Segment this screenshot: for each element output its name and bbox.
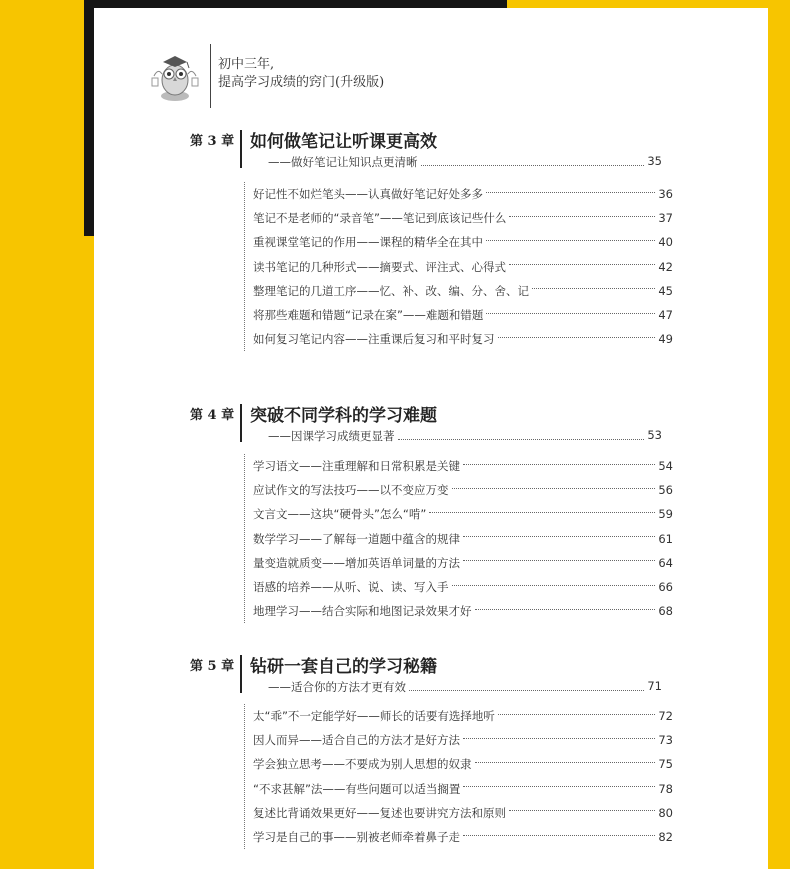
toc-label: 读书笔记的几种形式——摘要式、评注式、心得式: [253, 259, 506, 274]
chapter-number: 第 4 章: [190, 408, 235, 423]
toc-entry[interactable]: [253, 752, 673, 776]
leader-dots: [398, 428, 645, 440]
chapter-number: 第 3 章: [190, 134, 235, 149]
leader-dots: [509, 810, 655, 811]
leader-dots: [463, 560, 655, 561]
chapter-subtitle: ——适合你的方法才更有效: [268, 680, 406, 694]
toc-entry[interactable]: [253, 599, 673, 623]
chapter-subtitle: ——做好笔记让知识点更清晰: [268, 155, 418, 169]
toc-label: 将那些难题和错题“记录在案”——难题和错题: [253, 308, 484, 323]
toc-page: 80: [658, 805, 673, 820]
leader-dots: [452, 488, 656, 489]
toc-label: 整理笔记的几道工序——忆、补、改、编、分、舍、记: [253, 283, 529, 298]
leader-dots: [463, 738, 655, 739]
toc-label: 语感的培养——从听、说、读、写入手: [253, 580, 449, 595]
toc-label: 文言文——这块“硬骨头”怎么“啃”: [253, 507, 427, 522]
toc-page: 37: [658, 211, 673, 226]
toc-label: 如何复习笔记内容——注重课后复习和平时复习: [253, 332, 495, 347]
chapter-3-toc: [244, 182, 673, 351]
toc-page: 61: [658, 531, 673, 546]
leader-dots: [486, 313, 655, 314]
toc-page: 59: [658, 507, 673, 522]
chapter-subtitle-page: 35: [647, 154, 662, 168]
toc-entry[interactable]: [253, 777, 673, 801]
toc-label: 学习语文——注重理解和日常积累是关键: [253, 459, 460, 474]
left-black-band: [84, 0, 94, 236]
chapter-subtitle: ——因课学习成绩更显著: [268, 429, 395, 443]
toc-label: 学会独立思考——不要成为别人思想的奴隶: [253, 757, 472, 772]
toc-page: 42: [658, 259, 673, 274]
top-black-band: [84, 0, 507, 8]
leader-dots: [498, 714, 655, 715]
leader-dots: [498, 337, 656, 338]
header-divider: [210, 44, 211, 108]
toc-page: 45: [658, 283, 673, 298]
toc-entry[interactable]: [253, 454, 673, 478]
leader-dots: [486, 192, 655, 193]
leader-dots: [452, 585, 656, 586]
leader-dots: [532, 288, 655, 289]
chapter-title: 钻研一套自己的学习秘籍: [250, 657, 437, 677]
leader-dots: [475, 762, 656, 763]
leader-dots: [429, 512, 655, 513]
leader-dots: [475, 609, 656, 610]
chapter-subtitle-row[interactable]: [268, 679, 662, 695]
chapter-title: 突破不同学科的学习难题: [250, 406, 437, 426]
owl-mascot-icon: [146, 46, 204, 106]
toc-label: 因人而异——适合自己的方法才是好方法: [253, 733, 460, 748]
chapter-bar: [240, 655, 242, 693]
toc-page: 75: [658, 757, 673, 772]
header-line-2: 提高学习成绩的窍门(升级版): [218, 75, 385, 90]
toc-label: 量变造就质变——增加英语单词量的方法: [253, 555, 460, 570]
toc-entry[interactable]: [253, 704, 673, 728]
chapter-bar: [240, 130, 242, 168]
top-right-yellow: [694, 0, 790, 8]
chapter-bar: [240, 404, 242, 442]
toc-label: 数学学习——了解每一道题中蕴含的规律: [253, 531, 460, 546]
toc-entry[interactable]: [253, 825, 673, 849]
chapter-subtitle-row[interactable]: [268, 154, 662, 170]
book-page: [94, 8, 768, 869]
toc-entry[interactable]: [253, 801, 673, 825]
header-line-1: 初中三年,: [218, 57, 275, 72]
toc-page: 72: [658, 709, 673, 724]
chapter-subtitle-page: 53: [647, 428, 662, 442]
toc-entry[interactable]: [253, 206, 673, 230]
toc-entry[interactable]: [253, 575, 673, 599]
toc-label: 学习是自己的事——别被老师牵着鼻子走: [253, 830, 460, 845]
toc-entry[interactable]: [253, 728, 673, 752]
leader-dots: [509, 216, 655, 217]
leader-dots: [409, 679, 644, 691]
toc-label: 复述比背诵效果更好——复述也要讲究方法和原则: [253, 805, 506, 820]
toc-label: 笔记不是老师的“录音笔”——笔记到底该记些什么: [253, 211, 507, 226]
toc-entry[interactable]: [253, 502, 673, 526]
toc-label: 应试作文的写法技巧——以不变应万变: [253, 483, 449, 498]
toc-entry[interactable]: [253, 551, 673, 575]
leader-dots: [421, 154, 645, 166]
chapter-subtitle-row[interactable]: [268, 428, 662, 444]
toc-label: 重视课堂笔记的作用——课程的精华全在其中: [253, 235, 483, 250]
leader-dots: [463, 835, 655, 836]
toc-label: 太“乖”不一定能学好——师长的话要有选择地听: [253, 709, 495, 724]
toc-entry[interactable]: [253, 255, 673, 279]
toc-page: 49: [658, 332, 673, 347]
chapter-subtitle-page: 71: [647, 679, 662, 693]
chapter-number: 第 5 章: [190, 659, 235, 674]
leader-dots: [509, 264, 655, 265]
toc-page: 66: [658, 580, 673, 595]
toc-entry[interactable]: [253, 182, 673, 206]
toc-entry[interactable]: [253, 327, 673, 351]
chapter-title: 如何做笔记让听课更高效: [250, 132, 437, 152]
running-header: [218, 56, 384, 92]
toc-page: 78: [658, 781, 673, 796]
leader-dots: [463, 464, 655, 465]
leader-dots: [463, 536, 655, 537]
toc-label: 地理学习——结合实际和地图记录效果才好: [253, 604, 472, 619]
toc-page: 73: [658, 733, 673, 748]
toc-page: 54: [658, 459, 673, 474]
toc-entry[interactable]: [253, 279, 673, 303]
toc-page: 36: [658, 187, 673, 202]
leader-dots: [463, 786, 655, 787]
toc-label: “不求甚解”法——有些问题可以适当搁置: [253, 781, 461, 796]
toc-page: 47: [658, 308, 673, 323]
toc-entry[interactable]: [253, 230, 673, 254]
chapter-5-toc: [244, 704, 673, 849]
toc-entry[interactable]: [253, 478, 673, 502]
toc-page: 68: [658, 604, 673, 619]
leader-dots: [486, 240, 655, 241]
toc-page: 56: [658, 483, 673, 498]
chapter-4-toc: [244, 454, 673, 623]
toc-entry[interactable]: [253, 527, 673, 551]
toc-page: 82: [658, 830, 673, 845]
toc-page: 64: [658, 555, 673, 570]
toc-entry[interactable]: [253, 303, 673, 327]
toc-page: 40: [658, 235, 673, 250]
toc-label: 好记性不如烂笔头——认真做好笔记好处多多: [253, 187, 483, 202]
